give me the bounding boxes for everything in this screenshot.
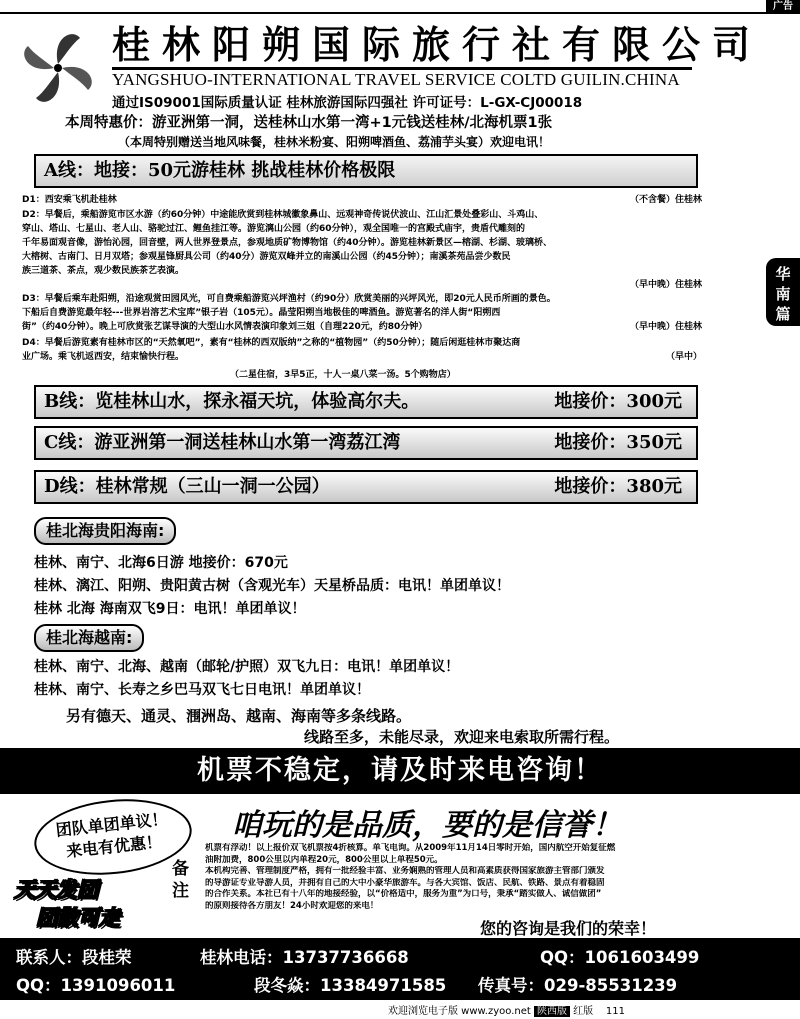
notes-line: 油附加费，800公里以内单程20元，800公里以上单程50元。: [205, 854, 443, 865]
itinerary-d3-line: D3：早餐后乘车赴阳朔，沿途观赏田园风光，可自费乘船游览兴坪渔村（约90分）欣赏美丽的兴坪风光，即20元人民币所画的景色。: [22, 294, 556, 304]
remarks-label: 备注: [172, 859, 189, 901]
bubble-line: 团队单团单议！: [54, 809, 169, 840]
itinerary-d1-meal: （不含餐）住桂林: [629, 195, 702, 205]
contact-bar: [0, 938, 800, 1000]
contact-person: 联系人：段桂荣: [16, 948, 132, 967]
footer-edition: 陕西版: [534, 1006, 570, 1017]
footer-color: 红版: [573, 1006, 594, 1017]
route-c-banner: [34, 426, 698, 460]
itinerary-d4-line: D4：早餐后游览素有桂林市区的“天然氧吧”，素有“桂林的西双版纳”之称的“植物园”（约50分钟）；随后闲逛桂林市聚达商: [22, 338, 521, 348]
itinerary-d4-line: 业广场。乘飞机返西安，结束愉快行程。: [22, 352, 185, 362]
itinerary-d2: [22, 208, 702, 290]
group-discount-bubble: [31, 792, 196, 882]
itinerary-d2-line: 千年易面观音像，游怡沁园，回音壁，两人世界登景点，参观地质矿物博物馆（约40分钟）。游览桂林新景区—榕湖、杉湖、玻璃桥、: [22, 238, 553, 248]
tour-line: 桂林、南宁、北海6日游 地接价：670元: [34, 555, 288, 571]
route-a-banner: A线：地接：50元游桂林 挑战桂林价格极限: [34, 154, 698, 188]
qq-number-2: QQ：1391096011: [16, 976, 176, 995]
company-name-en: YANGSHUO-INTERNATIONAL TRAVEL SERVICE COLTD GUILIN.CHINA: [112, 70, 680, 89]
more-routes-invite: 线路至多，未能尽录，欢迎来电索取所需行程。: [304, 728, 620, 746]
duan-phone: 段冬焱：13384971585: [254, 976, 447, 995]
route-d-price: 地接价：380元: [554, 476, 682, 497]
itinerary-d1: [22, 193, 702, 207]
guilin-phone: 桂林电话：13737736668: [200, 948, 409, 967]
certification-line: 通过IS09001国际质量认证 桂林旅游国际四强社 许可证号：L-GX-CJ00018: [112, 95, 583, 111]
notes-line: 的原则接待各方朋友！24小时欢迎您的来电！: [205, 900, 379, 911]
route-c-title: C线：游亚洲第一洞送桂林山水第一湾荔江湾: [44, 432, 401, 453]
company-name-cn: 桂林阳朔国际旅行社有限公司: [112, 22, 692, 70]
fax-number: 传真号：029-85531239: [478, 976, 678, 995]
notes-line: 机票有浮动！以上报价双飞机票按4折核算。单飞电询。从2009年11月14日零时开始，国内航空开始复征燃: [205, 843, 616, 853]
bubble-line: 来电有优惠！: [65, 831, 163, 861]
itinerary-footnote: （二星住宿，3早5正，十人一桌八菜一汤。5个购物店）: [230, 370, 456, 380]
ticket-warning-banner: 机票不稳定，请及时来电咨询！: [0, 748, 800, 794]
section-guibei-vietnam-title: 桂北海越南:: [34, 624, 144, 652]
route-d-title: D线：桂林常规（三山一洞一公园）: [44, 476, 330, 497]
daily-line: 天天发团: [14, 878, 98, 902]
itinerary-d3-meal: （早中晚）住桂林: [629, 322, 702, 332]
route-d-banner: [34, 470, 698, 504]
itinerary-d2-line: D2：早餐后，乘船游览市区水游（约60分钟）中途能欣赏到桂林城徽象鼻山、远观神奇传说伏波山、江山汇景处叠彩山、斗鸡山、: [22, 210, 544, 220]
daily-departure-slogan: [14, 876, 182, 932]
section-guibei-hainan-title: 桂北海贵阳海南:: [34, 517, 176, 545]
itinerary-d2-line: 穿山、塔山、七星山、老人山、骆驼过江、鲤鱼挂江等。游览漓山公园（约60分钟），观全国唯一的宫殿式庙宇，贵盾代雕刻的: [22, 224, 526, 234]
tour-line: 桂林 北海 海南双飞9日：电讯！单团单议！: [34, 601, 306, 617]
route-c-price: 地接价：350元: [554, 432, 682, 453]
quality-slogan: 咱玩的是品质，要的是信誉！: [232, 808, 622, 843]
itinerary-d4: [22, 336, 702, 364]
notes-line: 的导游证专业导游人员，并拥有自己的大中小豪华旅游车。与各大宾馆、饭店、民航、铁路、景点有着稳固: [205, 877, 605, 888]
daily-line: 团散可走: [36, 906, 120, 930]
tour-line: 桂林、南宁、长寿之乡巴马双飞七日电讯！单团单议！: [34, 682, 370, 698]
itinerary-d3-line: 下船后自费游览最年轻---世界岩溶艺术宝库”银子岩（105元）。晶莹阳朔当地极佳的啤酒鱼。游览著名的洋人街“阳朔西: [22, 308, 501, 318]
footer-page-number: 111: [605, 1006, 625, 1017]
region-side-tab-label: 华南篇: [775, 265, 791, 323]
itinerary-d4-meal: （早中）: [665, 352, 702, 362]
tour-line: 桂林、漓江、阳朔、贵阳黄古树（含观光车）天星桥品质：电讯！单团单议！: [34, 578, 510, 594]
page-footer: [388, 1002, 625, 1017]
itinerary-d2-meal: （早中晚）住桂林: [629, 280, 702, 290]
route-b-banner: [34, 385, 698, 419]
special-offer-note: （本周特别赠送当地风味餐，桂林米粉宴、阳朔啤酒鱼、荔浦芋头宴）欢迎电讯！: [118, 135, 551, 149]
honor-tagline: 您的咨询是我们的荣幸！: [480, 919, 657, 938]
top-rule: [0, 0, 800, 14]
notes-line: 的合作关系。本社已有十八年的地接经验，以“价格适中，服务为重”为口号，秉承“踏实做人、诚信做团”: [205, 889, 602, 899]
notes-line: 本机构完善、管理制度严格，拥有一批经验丰富、业务娴熟的管理人员和高素质获得国家旅游主管部门颁发: [205, 866, 605, 876]
tour-line: 桂林、南宁、北海、越南（邮轮/护照）双飞九日：电讯！单团单议！: [34, 659, 460, 675]
itinerary-d3: [22, 292, 702, 334]
route-b-title: B线：览桂林山水，探永福天坑，体验高尔夫。: [44, 391, 420, 412]
company-logo: [12, 22, 104, 114]
region-side-tab: [766, 258, 800, 326]
itinerary-d2-line: 族三道茶、茶点，观少数民族茶艺表演。: [22, 266, 185, 276]
more-routes-line: 另有德天、通灵、涠洲岛、越南、海南等多条线路。: [66, 707, 412, 725]
itinerary-d2-line: 大榕树、古南门、日月双塔；参观星锋厨具公司（约40分）游览双峰并立的南溪山公园（约45分钟）；南溪茶苑品尝少数民: [22, 252, 511, 262]
ad-tag: 广告: [766, 0, 800, 14]
route-b-price: 地接价：300元: [554, 391, 682, 412]
itinerary-d1-text: D1：西安乘飞机赴桂林: [22, 195, 117, 205]
qq-number-1: QQ：1061603499: [540, 948, 700, 967]
itinerary-d3-line: 街”（约40分钟）。晚上可欣赏张艺谋导演的大型山水风情表演印象刘三姐（自理220元，约80分钟）: [22, 322, 428, 332]
footer-site: 欢迎浏览电子版 www.zyoo.net: [388, 1006, 531, 1017]
special-offer-headline: 本周特惠价：游亚洲第一洞，送桂林山水第一湾+1元钱送桂林/北海机票1张: [65, 115, 553, 131]
remarks-notes: [205, 843, 740, 912]
